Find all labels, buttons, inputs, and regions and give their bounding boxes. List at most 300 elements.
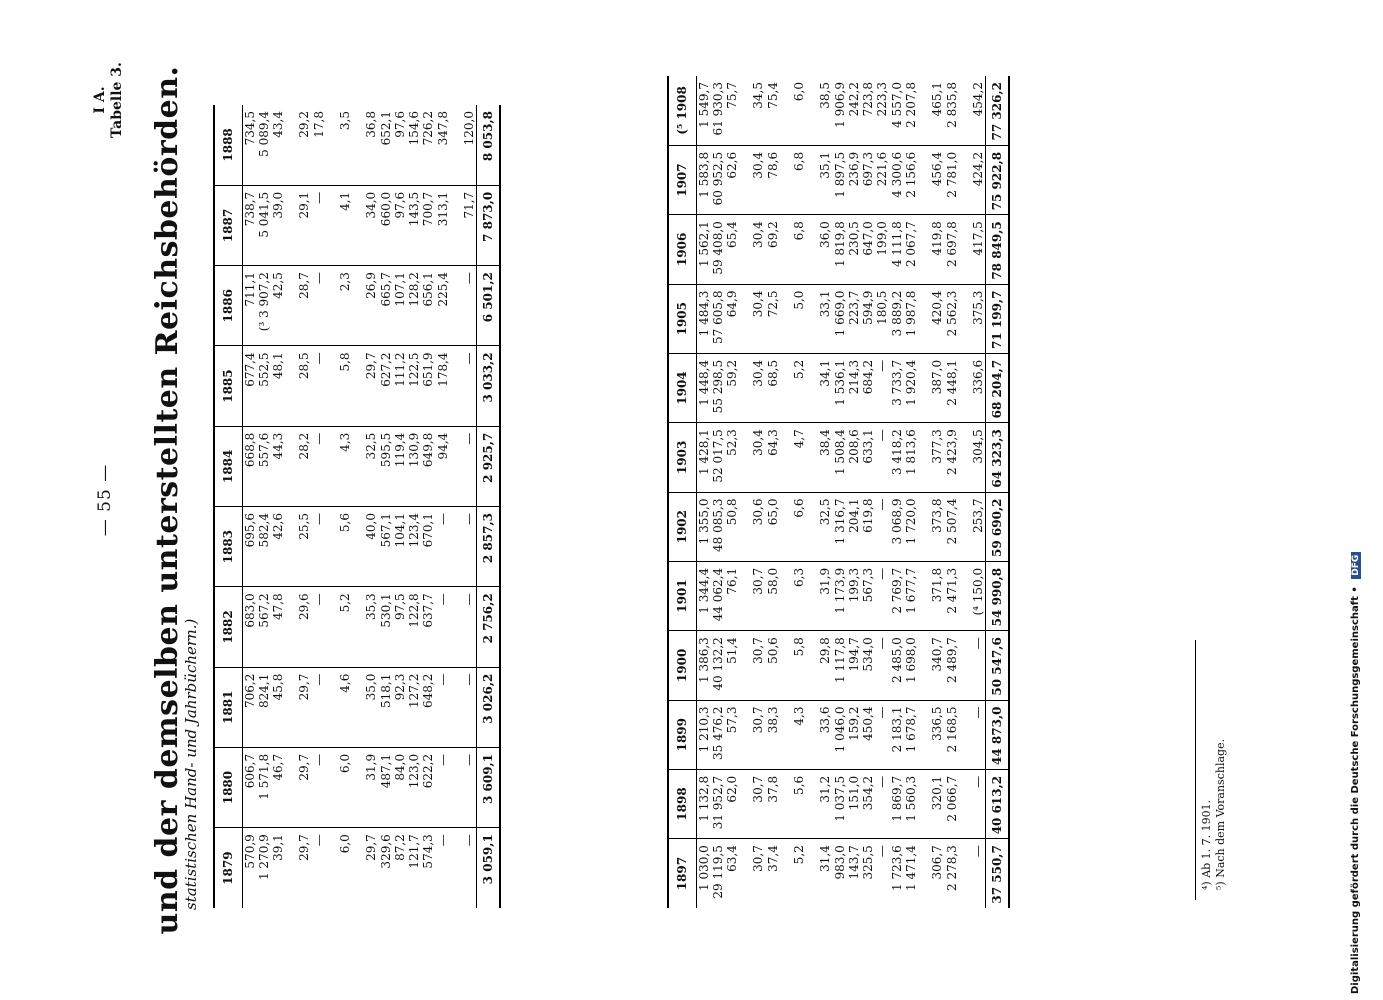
bottom-table-cell bbox=[918, 561, 930, 630]
bottom-table-cell: 4 111,8 bbox=[890, 215, 904, 284]
bottom-table-cell: 35,1 bbox=[818, 145, 832, 214]
top-table-row bbox=[364, 105, 378, 908]
bottom-table-col-header: 1903 bbox=[668, 423, 696, 492]
bottom-table-cell: 456,4 bbox=[930, 145, 944, 214]
top-table-row bbox=[393, 105, 407, 908]
top-table-cell: — bbox=[462, 426, 477, 506]
bottom-table-cell: 230,5 bbox=[847, 215, 861, 284]
bottom-table-cell bbox=[959, 353, 971, 422]
top-table-cell: 97,6 bbox=[393, 185, 407, 265]
bottom-table-cell: 4,7 bbox=[792, 423, 806, 492]
bottom-table-cell: 40 132,2 bbox=[711, 631, 725, 700]
top-table-cell bbox=[450, 105, 462, 185]
bottom-table-cell: 2 769,7 bbox=[890, 561, 904, 630]
top-table-cell: 39,1 bbox=[271, 834, 286, 861]
top-table-cell: 4,3 bbox=[338, 426, 352, 506]
bottom-table-cell: 1 508,4 bbox=[833, 423, 847, 492]
top-table-cell: 94,4 bbox=[436, 426, 450, 506]
bottom-table-row bbox=[696, 76, 711, 908]
bottom-table-cell: 214,3 bbox=[847, 353, 861, 422]
top-table-cell: 143,5 bbox=[407, 185, 421, 265]
bottom-table-cell: 2 781,0 bbox=[945, 145, 959, 214]
top-table-col-header: 1885 bbox=[214, 346, 242, 426]
top-table-row bbox=[407, 105, 421, 908]
top-table-cell bbox=[285, 747, 297, 827]
bottom-table-cell bbox=[806, 215, 818, 284]
top-table-cell: 668,8 bbox=[242, 426, 257, 506]
top-table-cell: 700,7 bbox=[421, 185, 435, 265]
top-table-col-header: 1882 bbox=[214, 587, 242, 667]
top-table-cell: 28,2 bbox=[297, 426, 311, 506]
top-table-cell: 313,1 bbox=[436, 185, 450, 265]
bottom-table-cell: 1 428,1 bbox=[696, 423, 711, 492]
bottom-table-cell bbox=[918, 769, 930, 838]
bottom-table-cell bbox=[806, 769, 818, 838]
bottom-table-cell: 1 355,0 bbox=[696, 492, 711, 561]
top-table-row bbox=[326, 105, 338, 908]
footnote-4: ⁴) Ab 1. 7. 1901. bbox=[1200, 799, 1213, 890]
bottom-table-cell: 223,3 bbox=[875, 76, 889, 145]
top-table-cell: 557,6 bbox=[257, 426, 271, 506]
bottom-table-cell bbox=[739, 492, 751, 561]
bottom-table-cell bbox=[780, 561, 792, 630]
bottom-table-cell bbox=[739, 423, 751, 492]
top-table-cell: 48,1 bbox=[271, 346, 285, 426]
bottom-table-cell: 30,4 bbox=[751, 145, 765, 214]
top-table-cell: 582,4 bbox=[257, 507, 271, 587]
bottom-table-cell bbox=[918, 839, 930, 908]
top-table-cell: 627,2 bbox=[379, 346, 393, 426]
bottom-table-cell bbox=[918, 423, 930, 492]
bottom-table-cell: 64,9 bbox=[725, 284, 739, 353]
bottom-table-row bbox=[766, 76, 780, 908]
bottom-table-cell: 52 017,5 bbox=[711, 423, 725, 492]
top-table-cell: 43,4 bbox=[271, 105, 285, 185]
top-table-cell: — bbox=[436, 507, 450, 587]
top-table-cell: — bbox=[462, 747, 477, 827]
top-table-cell: 622,2 bbox=[421, 747, 435, 827]
top-table-cell bbox=[326, 828, 338, 908]
bottom-table-cell bbox=[739, 631, 751, 700]
top-table-cell: 6,0 bbox=[338, 747, 352, 827]
bottom-table-row bbox=[725, 76, 739, 908]
bottom-table-cell: 68,5 bbox=[766, 353, 780, 422]
top-table-cell bbox=[352, 266, 364, 346]
top-table-cell: 6,0 bbox=[337, 834, 352, 854]
bottom-table-cell: 30,7 bbox=[751, 769, 765, 838]
top-table-cell: 97,6 bbox=[393, 105, 407, 185]
bottom-table-cell bbox=[780, 700, 792, 769]
bottom-table-cell: — bbox=[875, 561, 889, 630]
bottom-table-cell: 1 046,0 bbox=[833, 700, 847, 769]
bottom-table-cell: 2 423,9 bbox=[945, 423, 959, 492]
credit-text: Digitalisierung gefördert durch die Deutsche Forschungsgemeinschaft • bbox=[1350, 586, 1361, 994]
bottom-table-cell: 4,3 bbox=[792, 700, 806, 769]
bottom-table-cell: — bbox=[875, 700, 889, 769]
top-table-cell bbox=[326, 507, 338, 587]
bottom-table-row bbox=[959, 76, 971, 908]
bottom-table-row bbox=[818, 76, 832, 908]
bottom-table-cell bbox=[806, 492, 818, 561]
bottom-table-cell: 38,5 bbox=[818, 76, 832, 145]
bottom-table-cell: — bbox=[875, 631, 889, 700]
top-table-cell: 5 089,4 bbox=[257, 105, 271, 185]
bottom-table-cell: 33,6 bbox=[818, 700, 832, 769]
top-table-cell: 552,5 bbox=[257, 346, 271, 426]
bottom-table-cell: — bbox=[970, 845, 985, 858]
top-table-row bbox=[462, 105, 477, 908]
top-table-cell: 121,7 bbox=[407, 834, 422, 869]
top-table-cell: 530,1 bbox=[379, 587, 393, 667]
top-table-cell: 487,1 bbox=[379, 747, 393, 827]
top-table-cell: 29,7 bbox=[297, 747, 311, 827]
top-table-cell: 128,2 bbox=[407, 266, 421, 346]
bottom-table-cell bbox=[918, 631, 930, 700]
top-table-cell: 29,7 bbox=[297, 834, 312, 861]
top-table-col-header: 1880 bbox=[214, 747, 242, 827]
bottom-table-cell bbox=[780, 353, 792, 422]
bottom-table-row bbox=[875, 76, 889, 908]
bottom-table-cell: 1 677,7 bbox=[904, 561, 918, 630]
top-table-cell bbox=[285, 667, 297, 747]
bottom-table-col-header: 1898 bbox=[668, 769, 696, 838]
bottom-table-cell: 253,7 bbox=[971, 492, 986, 561]
bottom-table-cell: 143,7 bbox=[846, 845, 861, 880]
footnote-divider bbox=[1195, 640, 1196, 900]
bottom-table-cell: 1 813,6 bbox=[904, 423, 918, 492]
bottom-table-cell: 6,8 bbox=[792, 215, 806, 284]
top-table-cell: 570,9 bbox=[242, 834, 257, 869]
top-table-row bbox=[271, 105, 285, 908]
top-table-cell: 28,7 bbox=[297, 266, 311, 346]
bottom-table-cell: 1 448,4 bbox=[696, 353, 711, 422]
top-table-row bbox=[450, 105, 462, 908]
bottom-table-cell: 63,4 bbox=[725, 845, 740, 872]
bottom-table-cell: 3 068,9 bbox=[890, 492, 904, 561]
top-table-col-header: 1886 bbox=[214, 266, 242, 346]
top-table-row bbox=[436, 105, 450, 908]
bottom-table-cell: 31,9 bbox=[818, 561, 832, 630]
top-table-cell bbox=[285, 507, 297, 587]
bottom-table-cell bbox=[780, 284, 792, 353]
bottom-table-cell: 34,1 bbox=[818, 353, 832, 422]
page-heading: und der demselben unterstellten Reichsbehörden. bbox=[150, 65, 185, 935]
bottom-table-cell: 567,3 bbox=[861, 561, 875, 630]
top-table-cell: 4,6 bbox=[338, 667, 352, 747]
bottom-table-cell: — bbox=[971, 700, 986, 769]
bottom-table-cell: 306,7 bbox=[930, 845, 945, 880]
top-table-row bbox=[242, 105, 257, 908]
top-table-cell: — bbox=[312, 747, 326, 827]
bottom-table-cell: 31,2 bbox=[818, 769, 832, 838]
bottom-table-cell bbox=[780, 769, 792, 838]
bottom-table-cell: — bbox=[971, 769, 986, 838]
bottom-table-cell: 30,4 bbox=[751, 215, 765, 284]
bottom-table-total-cell: 64 323,3 bbox=[986, 423, 1010, 492]
top-table-cell: 567,1 bbox=[379, 507, 393, 587]
bottom-table-cell bbox=[739, 215, 751, 284]
top-table-cell: 3,5 bbox=[338, 105, 352, 185]
bottom-table-cell bbox=[918, 353, 930, 422]
bottom-table-cell: 647,0 bbox=[861, 215, 875, 284]
bottom-table-row bbox=[861, 76, 875, 908]
bottom-table-cell bbox=[959, 769, 971, 838]
top-table-cell: 154,6 bbox=[407, 105, 421, 185]
top-table-cell bbox=[352, 426, 364, 506]
footnotes bbox=[1200, 739, 1228, 890]
top-table-cell: 824,1 bbox=[257, 667, 271, 747]
top-table-cell: 1 270,9 bbox=[256, 834, 271, 881]
top-table-cell bbox=[285, 105, 297, 185]
bottom-table-cell: 31 952,7 bbox=[711, 769, 725, 838]
bottom-table-cell: 4 557,0 bbox=[890, 76, 904, 145]
bottom-table-cell: 2 207,8 bbox=[904, 76, 918, 145]
bottom-table-cell: 78,6 bbox=[766, 145, 780, 214]
top-table-cell bbox=[285, 426, 297, 506]
bottom-table-cell bbox=[959, 631, 971, 700]
bottom-table-cell bbox=[739, 769, 751, 838]
top-table-cell bbox=[326, 426, 338, 506]
bottom-table-cell bbox=[806, 561, 818, 630]
top-table-row bbox=[421, 105, 435, 908]
bottom-table-cell: 633,1 bbox=[861, 423, 875, 492]
top-table-cell bbox=[285, 266, 297, 346]
bottom-table-cell: 34,5 bbox=[751, 76, 765, 145]
top-table-cell bbox=[450, 747, 462, 827]
top-table-cell bbox=[450, 426, 462, 506]
top-table-cell bbox=[450, 507, 462, 587]
bottom-table-cell: 151,0 bbox=[847, 769, 861, 838]
bottom-table-row bbox=[847, 76, 861, 908]
bottom-table-cell bbox=[739, 284, 751, 353]
bottom-table-row bbox=[780, 76, 792, 908]
bottom-table-cell: 58,0 bbox=[766, 561, 780, 630]
top-table-cell: 46,7 bbox=[271, 747, 285, 827]
bottom-table-col-header: 1904 bbox=[668, 353, 696, 422]
top-table-cell: — bbox=[462, 587, 477, 667]
dfg-logo: DFG bbox=[1351, 552, 1361, 579]
bottom-table-cell: 64,3 bbox=[766, 423, 780, 492]
bottom-table-cell: 59 408,0 bbox=[711, 215, 725, 284]
top-table-cell bbox=[352, 828, 364, 908]
top-table-cell: 695,6 bbox=[242, 507, 257, 587]
digitization-credit bbox=[1350, 0, 1361, 1000]
top-table-cell: 42,5 bbox=[271, 266, 285, 346]
top-table-row bbox=[312, 105, 326, 908]
bottom-table-cell: 75,7 bbox=[725, 76, 739, 145]
top-table-cell: 45,8 bbox=[271, 667, 285, 747]
top-table-cell: 29,6 bbox=[297, 587, 311, 667]
bottom-table-cell bbox=[918, 76, 930, 145]
top-table-cell: 1 571,8 bbox=[257, 747, 271, 827]
bottom-table-total-cell: 68 204,7 bbox=[986, 353, 1010, 422]
top-table-total-cell: 2 925,7 bbox=[477, 426, 501, 506]
bottom-table-row bbox=[890, 76, 904, 908]
bottom-table-cell: 2 168,5 bbox=[945, 700, 959, 769]
top-table-cell: 104,1 bbox=[393, 507, 407, 587]
bottom-table-cell bbox=[780, 76, 792, 145]
bottom-table-cell bbox=[918, 215, 930, 284]
bottom-table-cell: 1 117,8 bbox=[833, 631, 847, 700]
top-table-cell: 637,7 bbox=[421, 587, 435, 667]
bottom-table-row bbox=[751, 76, 765, 908]
bottom-table-cell: 6,8 bbox=[792, 145, 806, 214]
bottom-table-col-header: 1906 bbox=[668, 215, 696, 284]
top-table-cell: 574,3 bbox=[421, 834, 436, 869]
bottom-table-cell: 62,0 bbox=[725, 769, 739, 838]
bottom-table-cell: 371,8 bbox=[930, 561, 944, 630]
bottom-table-cell: 336,6 bbox=[971, 353, 986, 422]
top-table-cell: 649,8 bbox=[421, 426, 435, 506]
bottom-table-cell: 48 085,3 bbox=[711, 492, 725, 561]
bottom-table-cell bbox=[959, 700, 971, 769]
bottom-table-cell: 336,5 bbox=[930, 700, 944, 769]
top-table-cell: — bbox=[311, 834, 326, 847]
top-table-row bbox=[338, 105, 352, 908]
bottom-table-cell: 37,4 bbox=[765, 845, 780, 872]
bottom-table-cell: 1 678,7 bbox=[904, 700, 918, 769]
bottom-table-cell: 419,8 bbox=[930, 215, 944, 284]
top-table-cell: 39,0 bbox=[271, 185, 285, 265]
bottom-table-cell: 44 062,4 bbox=[711, 561, 725, 630]
bottom-table-cell: 424,2 bbox=[971, 145, 986, 214]
bottom-table-cell: 180,5 bbox=[875, 284, 889, 353]
bottom-table-cell: 36,0 bbox=[818, 215, 832, 284]
bottom-table-cell: 2 278,3 bbox=[944, 845, 959, 891]
bottom-table-cell: 697,3 bbox=[861, 145, 875, 214]
top-table-cell bbox=[285, 346, 297, 426]
bottom-table-cell: — bbox=[875, 492, 889, 561]
top-table-cell: 97,5 bbox=[393, 587, 407, 667]
top-table-cell: 5,6 bbox=[338, 507, 352, 587]
bottom-table-cell bbox=[739, 700, 751, 769]
top-table-cell: 87,2 bbox=[392, 834, 407, 861]
bottom-table-cell bbox=[806, 631, 818, 700]
bottom-table-col-header: 1897 bbox=[668, 839, 696, 908]
bottom-table-cell: 30,4 bbox=[751, 353, 765, 422]
top-table-total-cell: 3 033,2 bbox=[477, 346, 501, 426]
bottom-table-col-header: 1902 bbox=[668, 492, 696, 561]
bottom-table-row bbox=[904, 76, 918, 908]
top-table-cell: 123,4 bbox=[407, 507, 421, 587]
top-table-cell bbox=[450, 346, 462, 426]
bottom-table-cell: 2 697,8 bbox=[945, 215, 959, 284]
top-table-cell bbox=[285, 828, 297, 908]
top-table-row bbox=[257, 105, 271, 908]
bottom-table-cell: 594,9 bbox=[861, 284, 875, 353]
bottom-table-row bbox=[971, 76, 986, 908]
top-table-cell: 107,1 bbox=[393, 266, 407, 346]
top-table-cell: 665,7 bbox=[379, 266, 393, 346]
bottom-table-cell bbox=[739, 561, 751, 630]
top-table-total-cell: 2 756,2 bbox=[477, 587, 501, 667]
bottom-table-cell: 304,5 bbox=[971, 423, 986, 492]
top-table-cell bbox=[352, 507, 364, 587]
bottom-table-cell: 62,6 bbox=[725, 145, 739, 214]
top-table-cell: (³ 3 907,2 bbox=[257, 266, 271, 346]
bottom-table-cell: 5,0 bbox=[792, 284, 806, 353]
bottom-table-cell bbox=[918, 492, 930, 561]
bottom-table-cell: (⁴ 150,0 bbox=[971, 561, 986, 630]
top-table-cell: 31,9 bbox=[364, 747, 378, 827]
top-table-cell bbox=[326, 105, 338, 185]
bottom-table-cell: 6,3 bbox=[792, 561, 806, 630]
top-table-cell: — bbox=[436, 747, 450, 827]
top-table-cell: 36,8 bbox=[364, 105, 378, 185]
top-table-cell: 648,2 bbox=[421, 667, 435, 747]
top-table-cell: 122,8 bbox=[407, 587, 421, 667]
bottom-table-col-header: (⁵ 1908 bbox=[668, 76, 696, 145]
bottom-table-cell bbox=[739, 839, 751, 908]
top-table-cell: 683,0 bbox=[242, 587, 257, 667]
bottom-table-cell: 320,1 bbox=[930, 769, 944, 838]
bottom-table-cell: 199,3 bbox=[847, 561, 861, 630]
top-table-cell bbox=[285, 587, 297, 667]
bottom-table-cell bbox=[806, 353, 818, 422]
bottom-table-cell: 194,7 bbox=[847, 631, 861, 700]
bottom-table-cell bbox=[739, 353, 751, 422]
top-table-col-header: 1884 bbox=[214, 426, 242, 506]
bottom-table-cell bbox=[780, 631, 792, 700]
bottom-table-cell bbox=[780, 492, 792, 561]
bottom-table-col-header: 1907 bbox=[668, 145, 696, 214]
top-table-cell: 29,7 bbox=[364, 346, 378, 426]
top-table-cell: 35,3 bbox=[364, 587, 378, 667]
bottom-table-cell: 684,2 bbox=[861, 353, 875, 422]
top-table-cell: 5 041,5 bbox=[257, 185, 271, 265]
top-table-cell: — bbox=[462, 266, 477, 346]
bottom-table-cell: 29 119,5 bbox=[710, 845, 725, 899]
top-table-cell: — bbox=[312, 507, 326, 587]
top-table-cell: 40,0 bbox=[364, 507, 378, 587]
top-table-cell bbox=[450, 828, 462, 908]
top-table-cell: 123,0 bbox=[407, 747, 421, 827]
table-1897-1908 bbox=[667, 76, 1010, 908]
top-table-cell: 670,1 bbox=[421, 507, 435, 587]
bottom-table-total-cell: 50 547,6 bbox=[986, 631, 1010, 700]
bottom-table-cell bbox=[959, 423, 971, 492]
bottom-table-cell bbox=[780, 145, 792, 214]
bottom-table-cell: 35 476,2 bbox=[711, 700, 725, 769]
bottom-table-cell: 2 835,8 bbox=[945, 76, 959, 145]
top-table-cell bbox=[352, 185, 364, 265]
bottom-table-cell bbox=[959, 561, 971, 630]
footnote-5: ⁵) Nach dem Voranschlage. bbox=[1214, 738, 1227, 890]
top-table-cell bbox=[450, 266, 462, 346]
top-table-cell: 5,8 bbox=[338, 346, 352, 426]
bottom-table-cell: 223,7 bbox=[847, 284, 861, 353]
top-table-cell: 651,9 bbox=[421, 346, 435, 426]
bottom-table-cell: 1 037,5 bbox=[833, 769, 847, 838]
bottom-table-cell: — bbox=[875, 423, 889, 492]
bottom-table-cell: 1 698,0 bbox=[904, 631, 918, 700]
bottom-table-cell: 2 489,7 bbox=[945, 631, 959, 700]
bottom-table-cell: 29,8 bbox=[818, 631, 832, 700]
bottom-table-cell: 221,6 bbox=[875, 145, 889, 214]
top-table-cell bbox=[450, 185, 462, 265]
bottom-table-cell bbox=[806, 839, 818, 908]
bottom-table-cell: 2 183,1 bbox=[890, 700, 904, 769]
top-table-total-cell: 3 609,1 bbox=[477, 747, 501, 827]
top-table-cell: — bbox=[462, 346, 477, 426]
top-table-cell: 28,5 bbox=[297, 346, 311, 426]
top-table-cell: 35,0 bbox=[364, 667, 378, 747]
top-table-cell: 518,1 bbox=[379, 667, 393, 747]
bottom-table-cell: 65,0 bbox=[766, 492, 780, 561]
bottom-table-cell: 1 560,3 bbox=[904, 769, 918, 838]
bottom-table-cell bbox=[780, 423, 792, 492]
bottom-table-col-header: 1901 bbox=[668, 561, 696, 630]
